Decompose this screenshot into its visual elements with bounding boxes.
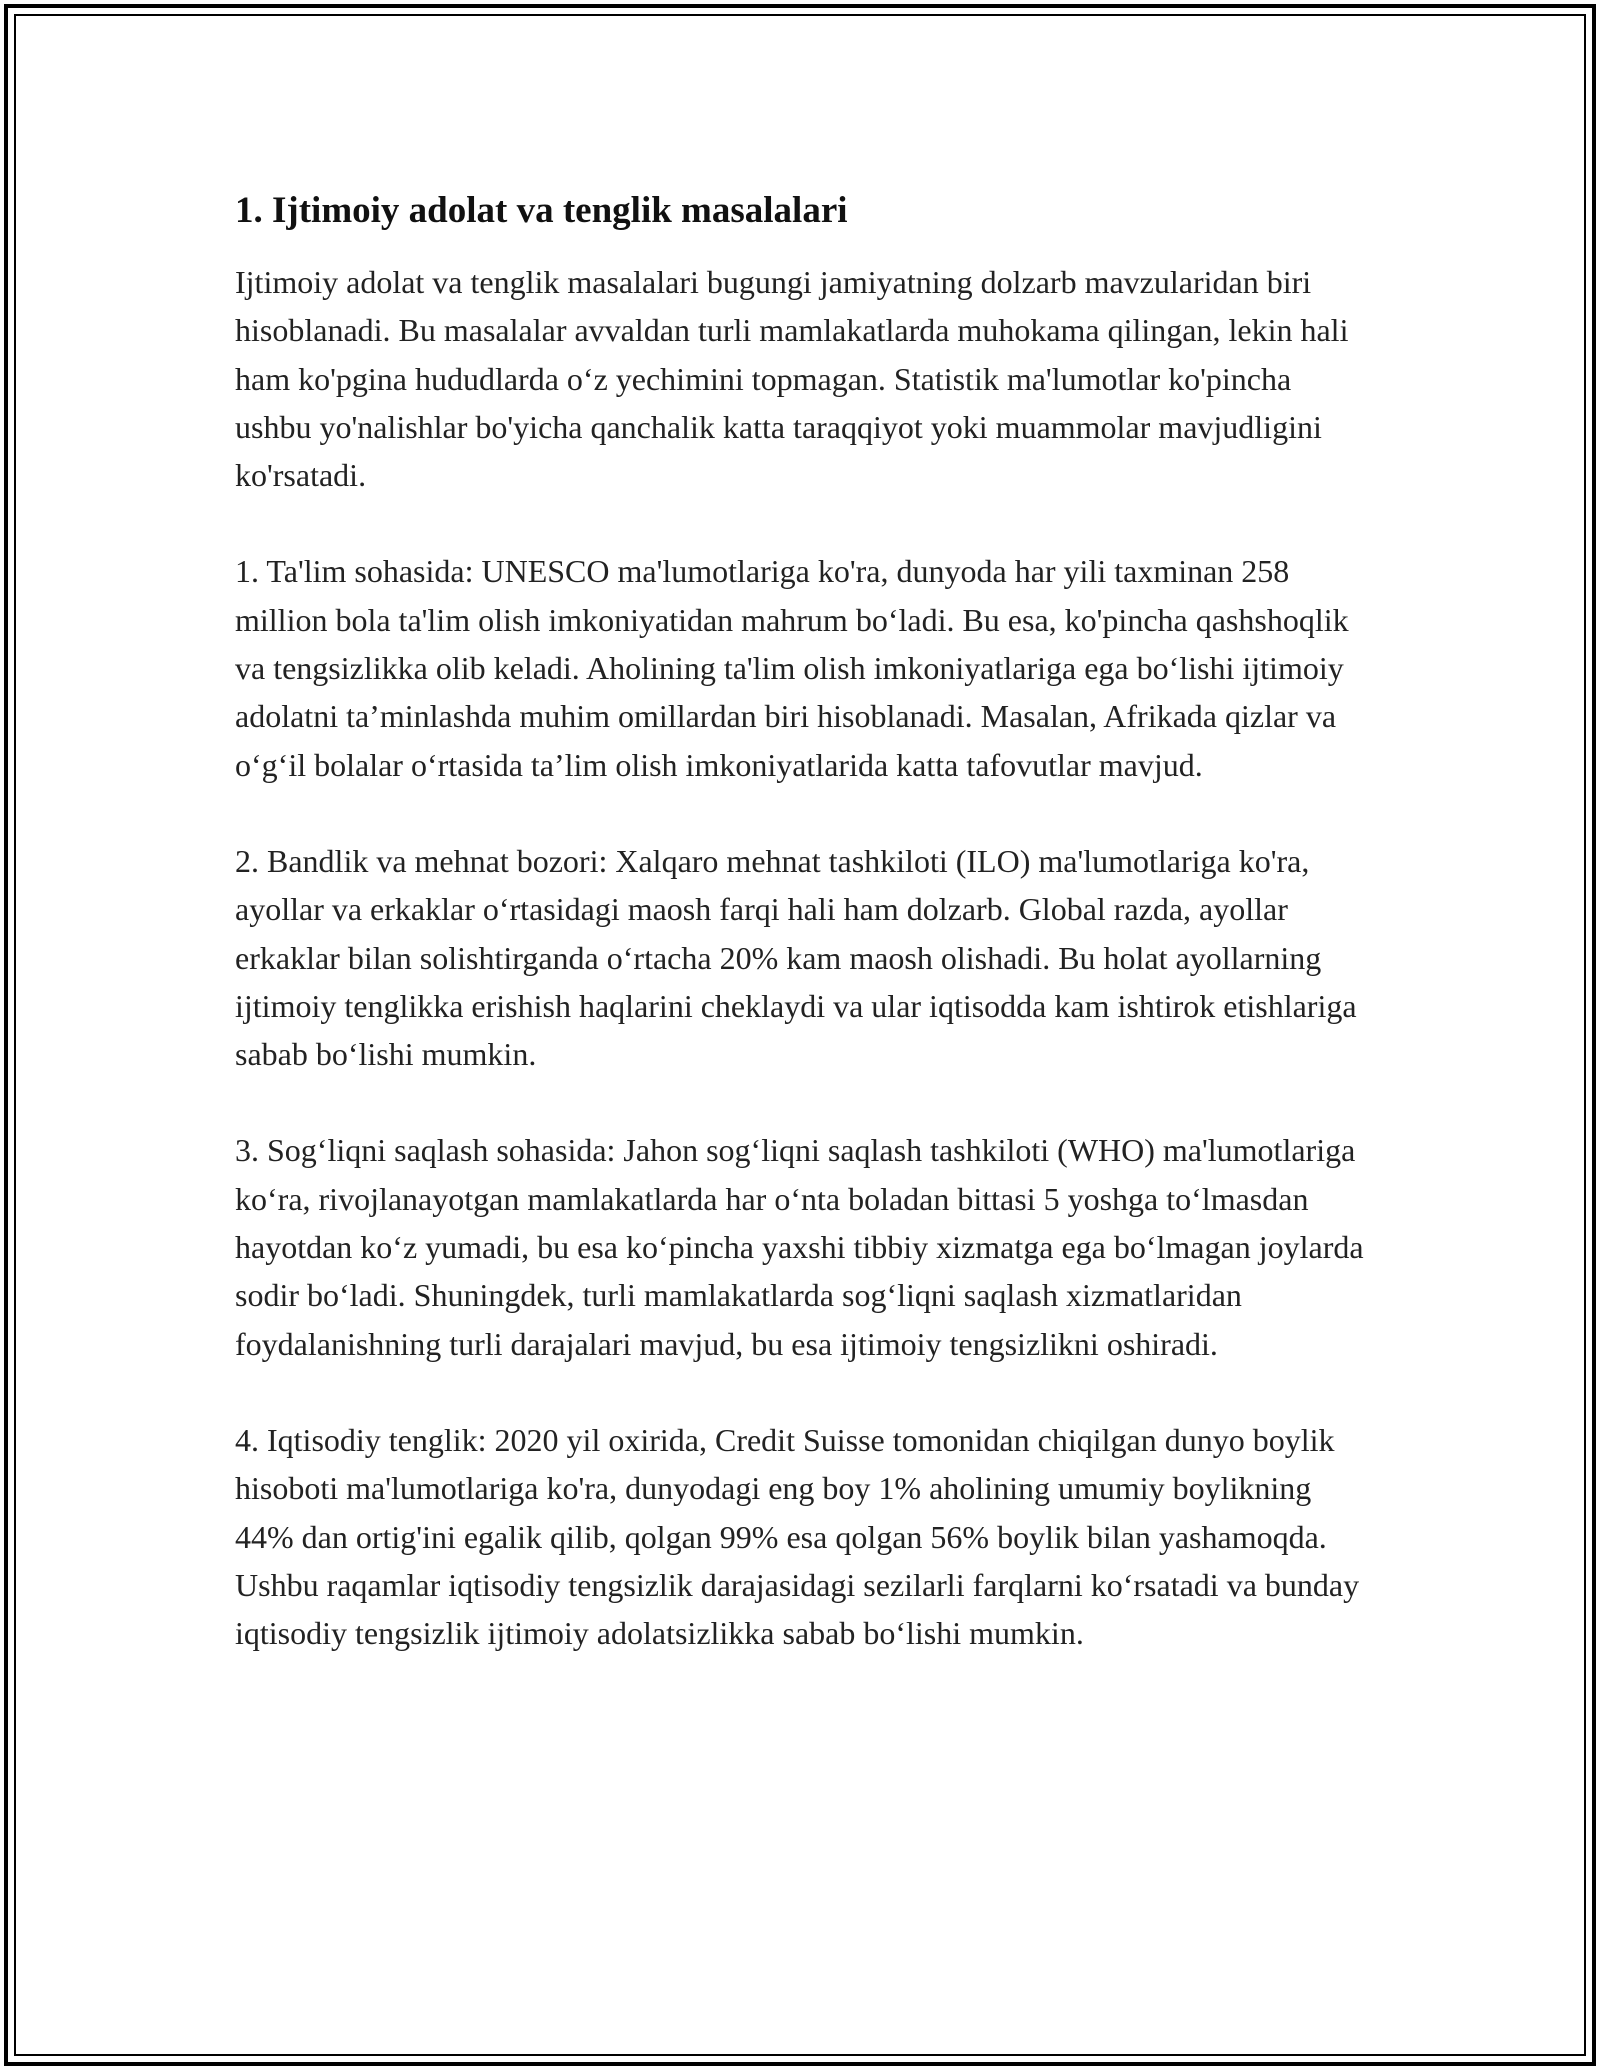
section-heading: 1. Ijtimoiy adolat va tenglik masalalari <box>235 190 848 231</box>
intro-paragraph: Ijtimoiy adolat va tenglik masalalari bugungi jamiyatning dolzarb mavzularidan biri hisoblanadi. Bu masalalar avvaldan turli mamlakatlarda muhokama qilingan, lekin hali ham ko'pgina hududlarda oʻz yechimini topmagan. Statistik ma'lumotlar ko'pincha ushbu yo'nalishlar bo'yicha qanchalik katta taraqqiyot yoki muammolar mavjudligini ko'rsatadi. <box>235 264 1349 494</box>
healthcare-paragraph: 3. Sogʻliqni saqlash sohasida: Jahon sogʻliqni saqlash tashkiloti (WHO) ma'lumotlariga koʻra, rivojlanayotgan mamlakatlarda har oʻnta boladan bittasi 5 yoshga toʻlmasdan hayotdan koʻz yumadi, bu esa koʻpincha yaxshi tibbiy xizmatga ega boʻlmagan joylarda sodir boʻladi. Shuningdek, turli mamlakatlarda sogʻliqni saqlash xizmatlaridan foydalanishning turli darajalari mavjud, bu esa ijtimoiy tengsizlikni oshiradi. <box>235 1132 1364 1362</box>
document-body <box>235 186 1365 1657</box>
employment-paragraph: 2. Bandlik va mehnat bozori: Xalqaro mehnat tashkiloti (ILO) ma'lumotlariga ko'ra, ayollar va erkaklar oʻrtasidagi maosh farqi hali ham dolzarb. Global razda, ayollar erkaklar bilan solishtirganda oʻrtacha 20% kam maosh olishadi. Bu holat ayollarning ijtimoiy tenglikka erishish haqlarini cheklaydi va ular iqtisodda kam ishtirok etishlariga sabab boʻlishi mumkin. <box>235 842 1357 1073</box>
education-paragraph: 1. Ta'lim sohasida: UNESCO ma'lumotlariga ko'ra, dunyoda har yili taxminan 258 million bola ta'lim olish imkoniyatidan mahrum boʻladi. Bu esa, ko'pincha qashshoqlik va tengsizlikka olib keladi. Aholining ta'lim olish imkoniyatlariga ega boʻlishi ijtimoiy adolatni taʼminlashda muhim omillardan biri hisoblanadi. Masalan, Afrikada qizlar va oʻgʻil bolalar oʻrtasida taʼlim olish imkoniyatlarida katta tafovutlar mavjud. <box>235 553 1349 783</box>
economic-equality-paragraph: 4. Iqtisodiy tenglik: 2020 yil oxirida, Credit Suisse tomonidan chiqilgan dunyo boylik hisoboti ma'lumotlariga ko'ra, dunyodagi eng boy 1% aholining umumiy boylikning 44% dan ortig'ini egalik qilib, qolgan 99% esa qolgan 56% boylik bilan yashamoqda. Ushbu raqamlar iqtisodiy tengsizlik darajasidagi sezilarli farqlarni koʻrsatadi va bunday iqtisodiy tengsizlik ijtimoiy adolatsizlikka sabab boʻlishi mumkin. <box>235 1421 1360 1652</box>
